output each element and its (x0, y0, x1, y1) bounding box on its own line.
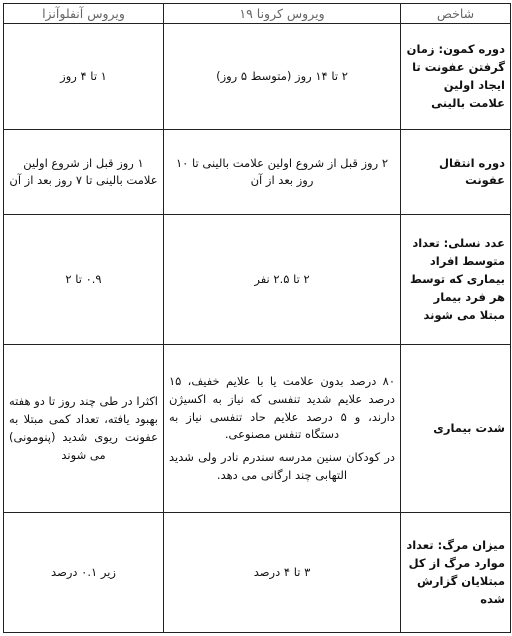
table-row (4, 24, 511, 130)
row-label-severity: شدت بیماری (401, 345, 511, 513)
row-label-mortality: میزان مرگ: تعداد موارد مرگ از کل مبتلایان گزارش شده (401, 513, 511, 633)
corona-severity-paragraph-1: ۸۰ درصد بدون علامت یا با علایم خفیف، ۱۵ درصد علایم شدید تنفسی که نیاز به اکسیژن دارند، و ۵ درصد علایم حاد تنفسی نیاز به دستگاه تنفس مصنوعی. (169, 373, 395, 442)
cell-flu-reproduction-number: ۰.۹ تا ۲ (4, 215, 164, 345)
header-indicator: شاخص (401, 4, 511, 24)
row-label-reproduction-number: عدد نسلی: تعداد متوسط افراد بیماری که توسط هر فرد بیمار مبتلا می شوند (401, 215, 511, 345)
cell-corona-severity (164, 345, 401, 513)
table-row (4, 130, 511, 215)
header-flu: ویروس آنفلوآنزا (4, 4, 164, 24)
table-row (4, 345, 511, 513)
cell-corona-reproduction-number: ۲ تا ۲.۵ نفر (164, 215, 401, 345)
table-row (4, 215, 511, 345)
cell-flu-incubation: ۱ تا ۴ روز (4, 24, 164, 130)
row-label-incubation: دوره کمون: زمان گرفتن عفونت تا ایجاد اولین علامت بالینی (401, 24, 511, 130)
row-label-transmission: دوره انتقال عفونت (401, 130, 511, 215)
cell-corona-incubation: ۲ تا ۱۴ روز (متوسط ۵ روز) (164, 24, 401, 130)
comparison-table (3, 3, 511, 633)
cell-flu-severity: اکثرا در طی چند روز تا دو هفته بهبود یافته، تعداد کمی مبتلا به عفونت ریوی شدید (پنومونی) می شوند (4, 345, 164, 513)
cell-corona-transmission: ۲ روز قبل از شروع اولین علامت بالینی تا ۱۰ روز بعد از آن (164, 130, 401, 215)
cell-flu-transmission: ۱ روز قبل از شروع اولین علامت بالینی تا ۷ روز بعد از آن (4, 130, 164, 215)
cell-flu-mortality: زیر ۰.۱ درصد (4, 513, 164, 633)
header-row (4, 4, 511, 24)
header-corona: ویروس کرونا ۱۹ (164, 4, 401, 24)
table-row (4, 513, 511, 633)
cell-corona-mortality: ۳ تا ۴ درصد (164, 513, 401, 633)
corona-severity-paragraph-2: در کودکان سنین مدرسه سندرم نادر ولی شدید التهابی چند ارگانی می دهد. (169, 450, 395, 482)
